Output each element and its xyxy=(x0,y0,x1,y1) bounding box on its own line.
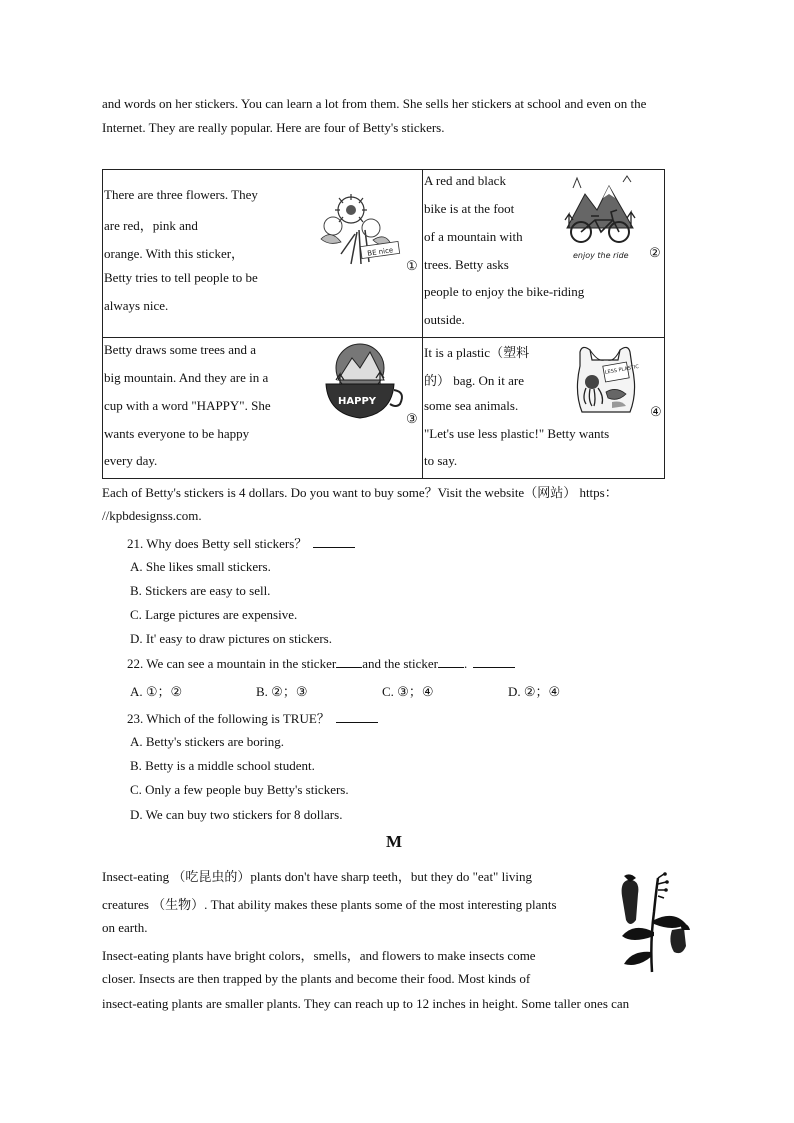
plastic-bag-sticker-image xyxy=(568,342,644,418)
sticker-1-text: orange. With this sticker， xyxy=(104,246,245,261)
sticker-1-text: There are three flowers. They xyxy=(104,187,258,202)
q22-option-b[interactable]: B. ②；③ xyxy=(256,684,308,699)
sticker-1-text: Betty tries to tell people to be xyxy=(104,270,258,285)
sticker-3-text: Betty draws some trees and a xyxy=(104,342,256,357)
q23-option-a[interactable]: A. Betty's stickers are boring. xyxy=(130,734,284,749)
price-line-2: //kpbdesignss.com. xyxy=(102,508,202,523)
sticker-4-text: It is a plastic（塑料 xyxy=(424,345,530,360)
sticker-4-text: some sea animals. xyxy=(424,398,519,413)
section-m-line: insect-eating plants are smaller plants. They can reach up to 12 inches in height. Some taller ones can xyxy=(102,996,630,1011)
sticker-3-text: wants everyone to be happy xyxy=(104,426,250,441)
insect-eating-plant-image xyxy=(612,872,694,976)
sticker-1-image-text: BE nice xyxy=(366,246,394,258)
q22-option-a[interactable]: A. ①；② xyxy=(130,684,183,699)
sticker-3-text: every day. xyxy=(104,453,158,468)
sticker-2-text: A red and black xyxy=(424,173,506,188)
intro-line-2: Internet. They are really popular. Here are four of Betty's stickers. xyxy=(102,120,445,135)
sticker-2-text: outside. xyxy=(424,312,465,327)
section-heading-m: M xyxy=(386,832,403,851)
question-21 xyxy=(127,533,355,552)
happy-cup-sticker-image xyxy=(320,340,406,424)
sticker-3-number: ③ xyxy=(406,411,418,426)
section-m-line: creatures （生物）. That ability makes these plants some of the most interesting plants xyxy=(102,897,557,912)
section-m-line: Insect-eating plants have bright colors，smells，and flowers to make insects come xyxy=(102,948,536,963)
q22-option-c[interactable]: C. ③；④ xyxy=(382,684,434,699)
sticker-1-number: ① xyxy=(406,258,418,273)
sticker-1-text: are red，pink and xyxy=(104,218,198,233)
q21-option-c[interactable]: C. Large pictures are expensive. xyxy=(130,607,298,622)
question-22 xyxy=(127,656,515,672)
sticker-4-number: ④ xyxy=(650,404,662,419)
sticker-2-text: of a mountain with xyxy=(424,229,523,244)
q22-option-d[interactable]: D. ②；④ xyxy=(508,684,561,699)
sticker-2-text: bike is at the foot xyxy=(424,201,515,216)
question-21-stem: 21. Why does Betty sell stickers？ xyxy=(127,536,308,551)
sticker-4-text: to say. xyxy=(424,453,458,468)
q21-option-d[interactable]: D. It' easy to draw pictures on stickers. xyxy=(130,631,332,646)
section-m-line: closer. Insects are then trapped by the plants and become their food. Most kinds of xyxy=(102,971,531,986)
sticker-cell-2 xyxy=(423,170,666,337)
question-23 xyxy=(127,708,378,727)
answer-blank-22a[interactable] xyxy=(336,657,362,668)
price-line-1: Each of Betty's stickers is 4 dollars. Do you want to buy some？Visit the website（网站） https： xyxy=(102,485,618,500)
sticker-cell-1 xyxy=(103,170,422,337)
question-22-stem-c: . xyxy=(464,656,468,671)
question-22-stem-b: and the sticker xyxy=(362,656,438,671)
intro-line-1: and words on her stickers. You can learn a lot from them. She sells her stickers at school and even on the xyxy=(102,96,647,111)
sticker-cell-3 xyxy=(103,338,422,479)
sticker-2-image-text: enjoy the ride xyxy=(573,251,629,260)
sticker-4-text: "Let's use less plastic!" Betty wants xyxy=(424,426,610,441)
q23-option-c[interactable]: C. Only a few people buy Betty's stickers. xyxy=(130,782,349,797)
answer-blank-21[interactable] xyxy=(313,537,355,548)
sticker-3-image-text: HAPPY xyxy=(338,396,377,407)
bike-sticker-image xyxy=(563,174,643,264)
question-22-stem-a: 22. We can see a mountain in the sticker xyxy=(127,656,337,671)
flower-sticker-image xyxy=(311,184,406,268)
sticker-4-text: 的） bag. On it are xyxy=(424,373,525,388)
section-m-line: on earth. xyxy=(102,920,148,935)
sticker-1-text: always nice. xyxy=(104,298,169,313)
sticker-2-number: ② xyxy=(649,245,661,260)
question-23-stem: 23. Which of the following is TRUE？ xyxy=(127,711,330,726)
q21-option-b[interactable]: B. Stickers are easy to sell. xyxy=(130,583,271,598)
sticker-2-text: people to enjoy the bike-riding xyxy=(424,284,585,299)
section-m-line: Insect-eating （吃昆虫的）plants don't have sharp teeth，but they do "eat" living xyxy=(102,869,532,884)
q23-option-d[interactable]: D. We can buy two stickers for 8 dollars. xyxy=(130,807,343,822)
q23-option-b[interactable]: B. Betty is a middle school student. xyxy=(130,758,315,773)
q21-option-a[interactable]: A. She likes small stickers. xyxy=(130,559,271,574)
answer-blank-23[interactable] xyxy=(336,712,378,723)
sticker-2-text: trees. Betty asks xyxy=(424,257,509,272)
answer-blank-22b[interactable] xyxy=(438,657,464,668)
answer-blank-22[interactable] xyxy=(473,657,515,668)
sticker-3-text: big mountain. And they are in a xyxy=(104,370,269,385)
sticker-4-image-text: LESS PLASTIC xyxy=(604,363,640,376)
sticker-table xyxy=(102,169,665,479)
sticker-3-text: cup with a word "HAPPY". She xyxy=(104,398,271,413)
sticker-cell-4 xyxy=(423,338,666,479)
